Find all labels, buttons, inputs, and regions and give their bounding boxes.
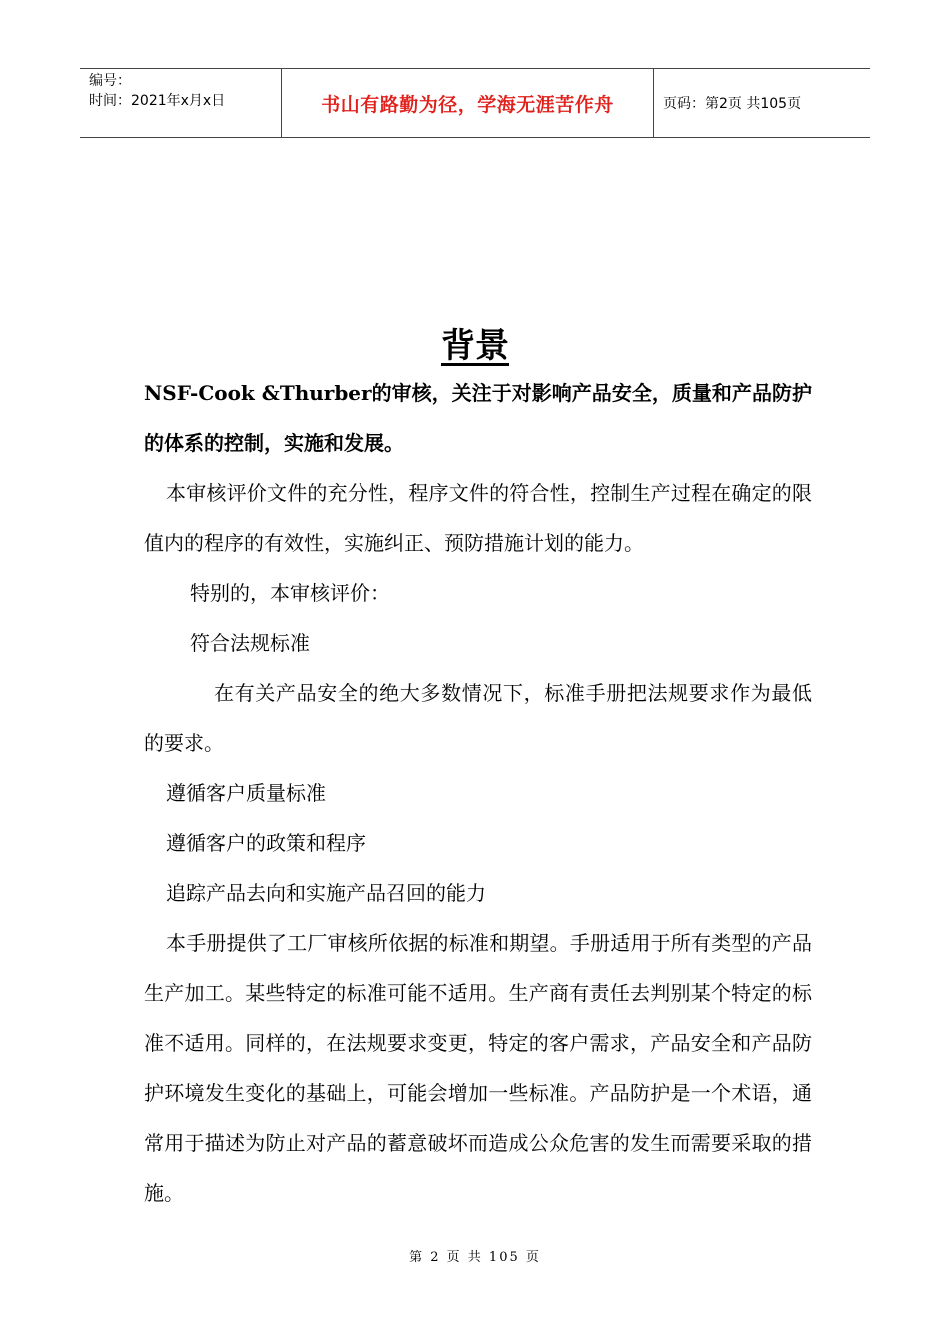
header-meta [80, 69, 282, 137]
paragraph: 本审核评价文件的充分性，程序文件的符合性，控制生产过程在确定的限值内的程序的有效性，实施纠正、预防措施计划的能力。 [144, 481, 812, 555]
document-body [144, 368, 812, 1218]
time-label: 时间：2021年x月x日 [89, 93, 226, 109]
paragraph: NSF-Cook &Thurber的审核，关注于对影响产品安全，质量和产品防护的体系的控制，实施和发展。 [144, 381, 812, 455]
page-info-text: 页码：第2页 共105页 [663, 96, 802, 112]
paragraph: 追踪产品去向和实施产品召回的能力 [166, 881, 486, 905]
page-title: 背景 [441, 326, 509, 366]
page-header [80, 68, 870, 138]
header-motto [282, 69, 654, 137]
motto-text: 书山有路勤为径，学海无涯苦作舟 [321, 93, 614, 116]
paragraph: 遵循客户的政策和程序 [166, 831, 366, 855]
paragraph: 本手册提供了工厂审核所依据的标准和期望。手册适用于所有类型的产品生产加工。某些特定的标准可能不适用。生产商有责任去判别某个特定的标准不适用。同样的，在法规要求变更，特定的客户需求，产品安全和产品防护环境发生变化的基础上，可能会增加一些标准。产品防护是一个术语，通常用于描述为防止对产品的蓄意破坏而造成公众危害的发生而需要采取的措施。 [144, 931, 812, 1205]
number-label: 编号： [89, 73, 131, 89]
paragraph: 符合法规标准 [190, 631, 310, 655]
paragraph: 特别的，本审核评价： [190, 581, 390, 605]
header-page-info [654, 69, 870, 137]
page-footer: 第 2 页 共 105 页 [409, 1250, 541, 1265]
paragraph: 遵循客户质量标准 [166, 781, 326, 805]
paragraph: 在有关产品安全的绝大多数情况下，标准手册把法规要求作为最低的要求。 [144, 681, 812, 755]
